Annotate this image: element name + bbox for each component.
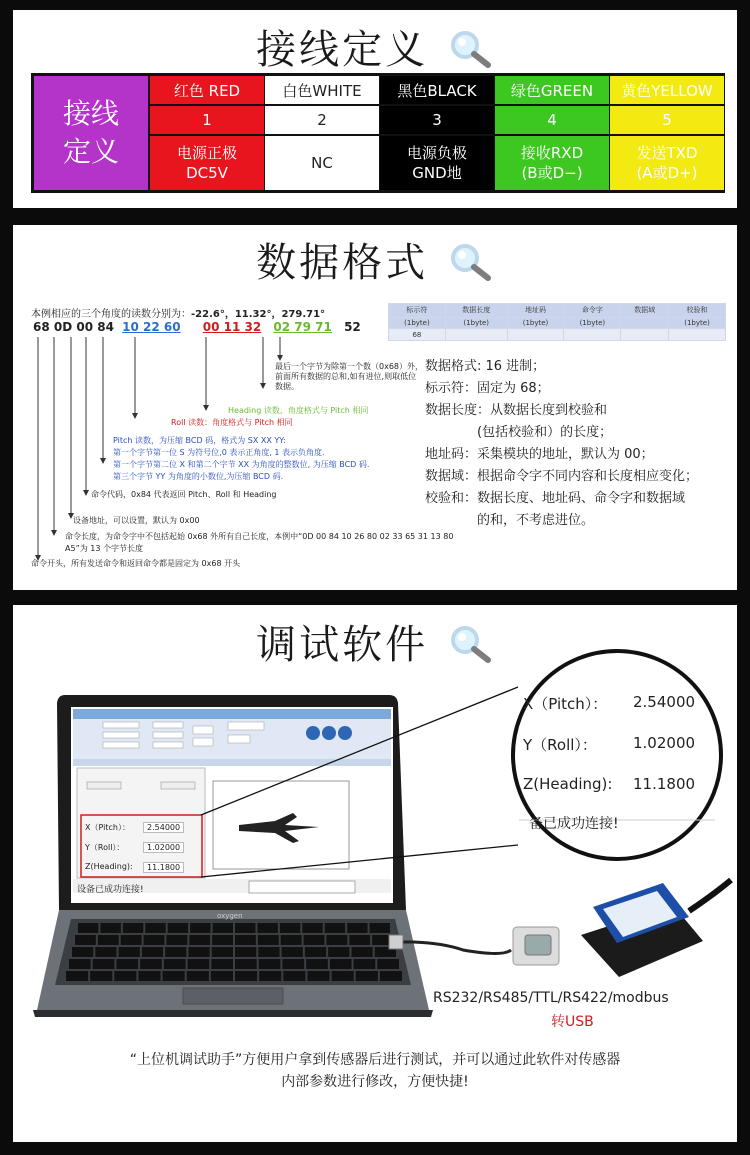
wiring-column [610, 76, 724, 190]
footer-line-2: 内部参数进行修改，方便快捷! [281, 1074, 469, 1090]
keyboard-key [306, 959, 328, 969]
keyboard-key [325, 923, 345, 933]
keyboard-key [235, 947, 256, 957]
converter-line-2: 转USB [551, 1014, 594, 1030]
keyboard-key [302, 923, 322, 933]
proto-header: 校验和 [669, 304, 726, 318]
proto-header: 标示符 [389, 304, 446, 318]
keyboard-key [282, 947, 303, 957]
keyboard-key [307, 971, 329, 981]
proto-value-cell [669, 329, 726, 341]
hex-pitch: 10 22 60 [122, 320, 181, 334]
keyboard-key [116, 959, 138, 969]
keyboard-key [100, 923, 120, 933]
wire-desc-line-1: NC [311, 154, 333, 172]
proto-header: 数据长度 [445, 304, 507, 318]
hex-checksum: 52 [344, 320, 361, 334]
keyboard-key [145, 923, 165, 933]
protocol-table [388, 303, 726, 341]
note-checksum-3: 数据。 [275, 382, 299, 391]
proto-size [621, 317, 669, 329]
footer-line-1: “上位机调试助手”方便用户拿到传感器后进行测试，并可以通过此软件对传感器 [129, 1052, 621, 1068]
software-panel [13, 605, 737, 1142]
keyboard-key [93, 959, 115, 969]
wire-description [610, 136, 724, 190]
keyboard-key [380, 971, 402, 981]
format-line: 数据格式: 16 进制； [425, 359, 546, 374]
keyboard-key [326, 935, 347, 945]
keyboard-key [211, 959, 233, 969]
wire-description [150, 136, 264, 190]
zoom-heading-value: 11.1800 [633, 775, 696, 793]
keyboard-key [119, 947, 140, 957]
note-addr: 设备地址，可以设置，默认为 0x00 [73, 516, 200, 525]
proto-header: 数据域 [621, 304, 669, 318]
keyboard-key [212, 947, 233, 957]
keyboard-key [349, 935, 370, 945]
keyboard-key [165, 947, 186, 957]
wiring-column [150, 76, 264, 190]
screen-pitch-label: X（Pitch）： [85, 823, 130, 832]
keyboard-key [235, 923, 255, 933]
keyboard-key [189, 935, 210, 945]
keyboard-key [69, 959, 91, 969]
wire-desc-line-2: (A或D+) [636, 164, 698, 182]
wire-desc-line-2: (B或D−) [521, 164, 583, 182]
wire-color-name: 白色WHITE [265, 76, 379, 104]
example-values: -22.6°，11.32°，279.71° [191, 309, 326, 320]
keyboard-key [166, 935, 187, 945]
software-title-text: 调试软件 [256, 622, 429, 668]
keyboard-key [377, 959, 399, 969]
proto-value-cell: 68 [389, 329, 446, 341]
format-line: 校验和：数据长度、地址码、命令字和数据域 [425, 491, 686, 506]
keyboard-key [144, 935, 165, 945]
note-len-1: 命令长度，为命令字中不包括起始 0x68 外所有自己长度，本例中“0D 00 84 10 26 80 02 33 65 31 13 80 [65, 532, 454, 541]
keyboard-key [140, 959, 162, 969]
keyboard-key [142, 947, 163, 957]
keyboard-key [168, 923, 188, 933]
note-pitch-3: 第一个字节第二位 X 和第二个字节 XX 为角度的整数位, 为压缩 BCD 码. [113, 460, 370, 469]
wire-description [380, 136, 494, 190]
keyboard-key [164, 959, 186, 969]
keyboard-key [356, 971, 378, 981]
keyboard-key [95, 947, 116, 957]
zoom-roll-row [523, 734, 696, 755]
wire-description [495, 136, 609, 190]
wire-color-name: 黄色YELLOW [610, 76, 724, 104]
keyboard-key [235, 935, 256, 945]
keyboard-key [72, 947, 93, 957]
screen-heading-value[interactable]: 11.1800 [143, 862, 184, 873]
proto-value-cell [445, 329, 507, 341]
keyboard-key [138, 971, 160, 981]
wire-desc-line-1: 发送TXD [636, 144, 698, 162]
wire-desc-line-1: 电源正极 [176, 144, 237, 162]
screen-heading-label: Z(Heading): [85, 862, 133, 871]
proto-size: (1byte) [445, 317, 507, 329]
format-line: 数据长度：从数据长度到校验和 [425, 403, 608, 418]
screen-roll-label: Y（Roll）： [85, 843, 125, 852]
screen-heading-row [85, 862, 181, 872]
label-line-2: 定义 [62, 135, 119, 168]
note-pitch-1: Pitch 读数，为压缩 BCD 码，格式为 SX XX YY: [113, 436, 286, 445]
hex-roll: 00 11 32 [202, 320, 262, 334]
screen-pitch-row [85, 822, 181, 833]
wire-desc-line-1: 接收RXD [520, 144, 584, 162]
laptop-brand: oxygen [217, 912, 243, 920]
format-line: 的和，不考虑进位。 [425, 513, 595, 528]
keyboard-key [257, 923, 277, 933]
screen-status: 设备已成功连接! [77, 885, 144, 895]
zoom-pitch-row [523, 693, 696, 714]
wire-color-name: 红色 RED [150, 76, 264, 104]
keyboard-key [78, 923, 98, 933]
note-cmd: 命令代码，0x84 代表返回 Pitch、Roll 和 Heading [91, 490, 277, 499]
format-line: 标示符：固定为 68； [425, 381, 550, 396]
zoom-heading-row [523, 775, 696, 793]
note-heading: Heading 读数，角度格式与 Pitch 相同 [228, 406, 369, 415]
screen-roll-row [85, 842, 181, 853]
format-line: 数据域：根据命令字不同内容和长度相应变化； [425, 469, 699, 484]
proto-size: (1byte) [564, 317, 621, 329]
keyboard-key [258, 935, 279, 945]
keyboard-key [351, 947, 372, 957]
zoom-heading-label: Z(Heading): [523, 775, 613, 793]
hex-head: 68 0D 00 84 [33, 320, 114, 334]
keyboard-key [347, 923, 367, 933]
keyboard-key [354, 959, 376, 969]
keyboard-key [235, 971, 257, 981]
keyboard-key [283, 971, 305, 981]
wiring-title [13, 18, 737, 78]
keyboard-key [188, 947, 209, 957]
note-len-2: A5”为 13 个字节长度 [65, 544, 143, 553]
example-label: 本例相应的三个角度的读数分别为： [31, 309, 191, 320]
keyboard-key [211, 971, 233, 981]
keyboard-key [75, 935, 96, 945]
wire-pin-number: 3 [380, 106, 494, 134]
keyboard-key [330, 959, 352, 969]
keyboard-key [121, 935, 142, 945]
keyboard-key [235, 959, 257, 969]
wiring-table [31, 73, 725, 193]
keyboard-key [212, 935, 233, 945]
keyboard-key [123, 923, 143, 933]
data-format-panel [13, 225, 737, 590]
proto-value-cell [564, 329, 621, 341]
keyboard-key [304, 935, 325, 945]
label-line-1: 接线 [62, 97, 119, 130]
wire-desc-line-2: GND地 [412, 164, 462, 182]
keyboard-key [190, 923, 210, 933]
proto-size: (1byte) [669, 317, 726, 329]
zoom-pitch-label: X（Pitch）： [523, 695, 608, 713]
note-start: 命令开头，所有发送命令和返回命令都是固定为 0x68 开头 [31, 559, 241, 568]
keyboard-key [259, 959, 281, 969]
keyboard-key [66, 971, 88, 981]
hex-heading: 02 79 71 [273, 320, 332, 334]
zoom-status: 备已成功连接! [529, 816, 619, 832]
wiring-column [380, 76, 494, 190]
wiring-table-label [34, 76, 148, 190]
wire-pin-number: 4 [495, 106, 609, 134]
keyboard-key [98, 935, 119, 945]
wire-description [265, 136, 379, 190]
keyboard-key [305, 947, 326, 957]
keyboard-key [281, 935, 302, 945]
zoom-roll-value: 1.02000 [633, 734, 696, 752]
wiring-column [265, 76, 379, 190]
keyboard-key [188, 959, 210, 969]
zoom-pitch-value: 2.54000 [633, 693, 696, 711]
wiring-panel [13, 10, 737, 208]
wire-pin-number: 2 [265, 106, 379, 134]
keyboard-key [258, 947, 279, 957]
keyboard-key [114, 971, 136, 981]
keyboard-key [90, 971, 112, 981]
screen-pitch-value[interactable]: 2.54000 [143, 822, 184, 833]
proto-value-cell [507, 329, 564, 341]
keyboard-key [163, 971, 185, 981]
keyboard-key [213, 923, 233, 933]
screen-roll-value[interactable]: 1.02000 [143, 842, 184, 853]
wire-pin-number: 1 [150, 106, 264, 134]
proto-value-cell [621, 329, 669, 341]
proto-size: (1byte) [507, 317, 564, 329]
format-title-text: 数据格式 [256, 240, 429, 286]
note-checksum-1: 最后一个字节为除第一个数（0x68）外， [275, 362, 424, 371]
format-line: 地址码：采集模块的地址，默认为 00； [425, 447, 654, 462]
proto-header: 地址码 [507, 304, 564, 318]
keyboard-key [370, 923, 390, 933]
converter-line-1: RS232/RS485/TTL/RS422/modbus [433, 990, 669, 1006]
format-line: (包括校验和）的长度； [425, 425, 613, 440]
keyboard-key [280, 923, 300, 933]
zoom-roll-label: Y（Roll）： [523, 736, 597, 754]
keyboard-key [332, 971, 354, 981]
keyboard-key [187, 971, 209, 981]
wire-desc-line-1: 电源负极 [406, 144, 467, 162]
wire-pin-number: 5 [610, 106, 724, 134]
note-roll: Roll 读数：角度格式与 Pitch 相同 [171, 418, 293, 427]
wiring-title-text: 接线定义 [256, 27, 429, 73]
proto-header: 命令字 [564, 304, 621, 318]
wiring-column [495, 76, 609, 190]
keyboard-key [259, 971, 281, 981]
magnifier-icon [448, 241, 494, 291]
keyboard-key [328, 947, 349, 957]
proto-size: (1byte) [389, 317, 446, 329]
wire-color-name: 黑色BLACK [380, 76, 494, 104]
note-pitch-4: 第三个字节 YY 为角度的小数位,为压缩 BCD 码. [113, 472, 284, 481]
note-checksum-2: 前面所有数据的总和,如有进位,则取低位 [275, 372, 417, 381]
wire-color-name: 绿色GREEN [495, 76, 609, 104]
magnifier-icon [448, 28, 494, 78]
wire-desc-line-2: DC5V [186, 164, 228, 182]
keyboard-key [282, 959, 304, 969]
note-pitch-2: 第一个字节第一位 S 为符号位,0 表示正角度, 1 表示负角度. [113, 448, 325, 457]
